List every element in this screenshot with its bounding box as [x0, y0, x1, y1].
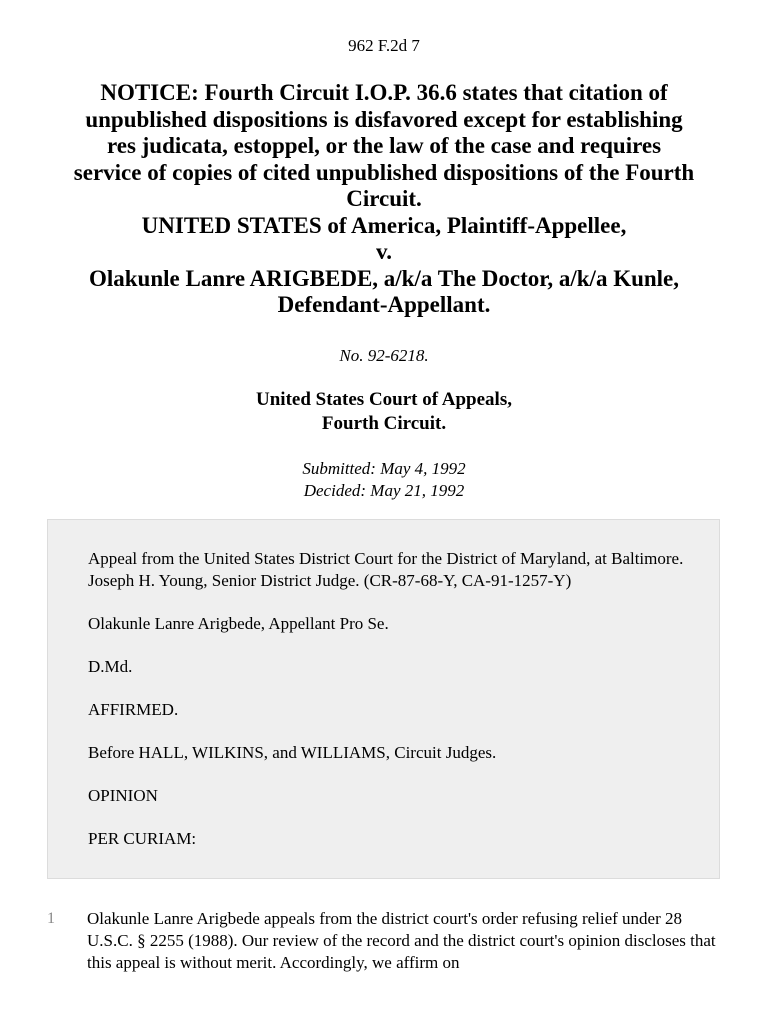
notice-line: service of copies of cited unpublished dispositions of the Fourth [73, 159, 695, 185]
case-dates [0, 458, 768, 502]
defendant-role-line: Defendant-Appellant. [277, 292, 491, 317]
paragraph-text: Olakunle Lanre Arigbede appeals from the district court's order refusing relief under 28 U.S.C. § 2255 (1988). Our review of the record and the district court's opinion discloses that this appeal is without merit. Accordingly, we affirm on [87, 909, 716, 972]
district-text: D.Md. [88, 657, 133, 676]
submitted-date: Submitted: May 4, 1992 [302, 459, 466, 478]
notice-line: Circuit. [346, 186, 422, 211]
disposition-text: AFFIRMED. [88, 700, 179, 719]
versus-line: v. [376, 239, 392, 264]
reporter-citation: 962 F.2d 7 [348, 36, 420, 55]
court-line-1: United States Court of Appeals, [256, 389, 512, 410]
case-header [40, 80, 728, 319]
notice-line: NOTICE: Fourth Circuit I.O.P. 36.6 states that citation of [100, 80, 668, 105]
case-info-panel [47, 519, 720, 879]
appellant-text: Olakunle Lanre Arigbede, Appellant Pro Se. [88, 614, 389, 633]
paragraph-number: 1 [47, 910, 55, 927]
judges-text: Before HALL, WILKINS, and WILLIAMS, Circuit Judges. [88, 743, 497, 762]
court-name [0, 388, 768, 436]
appeal-from-text: Appeal from the United States District Court for the District of Maryland, at Baltimore. Joseph H. Young, Senior District Judge. (CR-87-68-Y, CA-91-1257-Y) [88, 549, 684, 590]
notice-line: unpublished dispositions is disfavored except for establishing [85, 106, 683, 132]
per-curiam-label: PER CURIAM: [88, 829, 197, 848]
court-line-2: Fourth Circuit. [321, 413, 447, 434]
decided-date: Decided: May 21, 1992 [303, 481, 465, 500]
docket-number: No. 92-6218. [339, 346, 429, 365]
opinion-label: OPINION [88, 786, 158, 805]
notice-line: res judicata, estoppel, or the law of the case and requires [106, 133, 662, 158]
plaintiff-line: UNITED STATES of America, Plaintiff-Appellee, [141, 212, 627, 238]
defendant-line: Olakunle Lanre ARIGBEDE, a/k/a The Doctor, a/k/a Kunle, [88, 265, 680, 291]
